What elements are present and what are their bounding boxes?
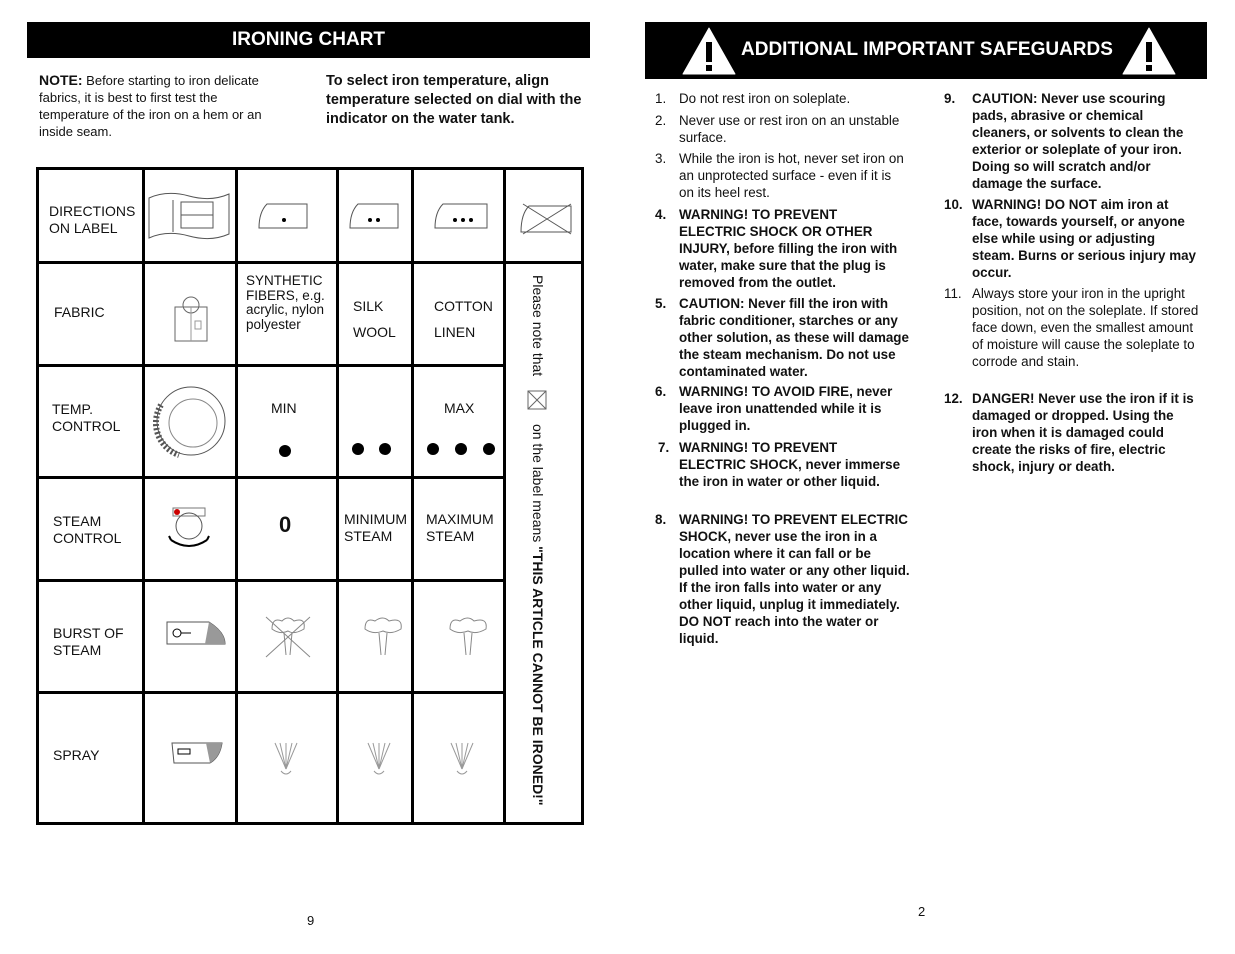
safeguard-item: 9. CAUTION: Never use scouring pads, abrasive or chemical cleaners, or solvents to clean the exterior or soleplate of your iron. Doing so will scratch and/or damage the surface. <box>944 91 1184 191</box>
note-text: Before starting to iron delicate fabrics, it is best to first test the temperature of the iron on a hem or an inside seam. <box>39 73 262 139</box>
safeguard-item: 6. WARNING! TO AVOID FIRE, never leave iron unattended while it is plugged in. <box>655 384 893 433</box>
row-divider <box>39 579 506 582</box>
iron-one-dot-icon <box>257 202 309 230</box>
row-divider <box>39 261 581 264</box>
row-label-fabric: FABRIC <box>54 304 105 320</box>
safeguard-item: 3. While the iron is hot, never set iron on an unprotected surface - even if it is on its heel rest. <box>655 151 904 200</box>
temp-dot <box>427 443 439 455</box>
care-label-icon <box>147 188 231 244</box>
note-label: NOTE: <box>39 72 83 88</box>
temp-dot <box>483 443 495 455</box>
safeguard-item: 10. WARNING! DO NOT aim iron at face, towards yourself, or anyone else while using or adjusting steam. Burns or serious injury may occur. <box>944 197 1196 280</box>
safeguard-item: 2. Never use or rest iron on an unstable surface. <box>655 113 900 145</box>
spray-mist-icon <box>273 741 299 777</box>
row-divider <box>39 476 506 479</box>
temp-max-label: MAX <box>444 400 475 416</box>
fabric-synthetic: SYNTHETIC FIBERS, e.g. acrylic, nylon polyester <box>246 273 325 332</box>
ironing-chart-table <box>36 167 584 825</box>
temp-dot <box>352 443 364 455</box>
spray-mist-icon <box>366 741 392 777</box>
safeguard-item: 8. WARNING! TO PREVENT ELECTRIC SHOCK, never use the iron in a location where it can fall or be pulled into water or any other liquid. If the iron falls into water or any other liquid, unplug it immediately. DO NOT reach into the water or liquid. <box>655 512 910 646</box>
warning-icon <box>1121 26 1177 76</box>
safeguard-item: 5. CAUTION: Never fill the iron with fabric conditioner, starches or any other solution, as these will damage the steam mechanism. Do not use contaminated water. <box>655 296 909 379</box>
col-divider <box>503 170 506 822</box>
vertical-note-bold: "THIS ARTICLE CANNOT BE IRONED!" <box>530 546 546 806</box>
vertical-note-mid: on the label means <box>530 420 546 547</box>
col-divider <box>411 170 414 822</box>
temp-dot <box>279 445 291 457</box>
row-label-temp: TEMP. CONTROL <box>52 401 121 434</box>
burst-button-icon <box>165 618 227 648</box>
warning-icon <box>681 26 737 76</box>
note-paragraph <box>39 72 289 140</box>
ironing-chart-header: IRONING CHART <box>27 22 590 58</box>
col-divider <box>336 170 339 822</box>
fabric-wool: WOOL <box>353 324 396 340</box>
do-not-iron-icon <box>519 202 573 236</box>
row-label-spray: SPRAY <box>53 747 100 763</box>
temp-dot <box>379 443 391 455</box>
fabric-silk: SILK <box>353 298 384 314</box>
page-number-right: 2 <box>918 904 926 919</box>
col-divider <box>142 170 145 822</box>
safeguard-item: 11. Always store your iron in the upright position, not on the soleplate. If stored face down, even the smallest amount of moisture will cause the soleplate to corrode and stain. <box>944 286 1199 369</box>
no-steam-burst-icon <box>264 615 312 659</box>
safeguard-item: 1. Do not rest iron on soleplate. <box>655 91 851 106</box>
steam-zero: 0 <box>279 512 292 537</box>
fabric-cotton: COTTON <box>434 298 493 314</box>
steam-burst-icon <box>446 615 492 659</box>
safeguard-item: 7. WARNING! TO PREVENT ELECTRIC SHOCK, never immerse the iron in water or other liquid. <box>658 440 901 489</box>
steam-max: MAXIMUM STEAM <box>426 511 494 544</box>
spray-mist-icon <box>449 741 475 777</box>
vertical-note-pre: Please note that <box>530 275 546 377</box>
steam-burst-icon <box>361 615 407 659</box>
temperature-dial-icon <box>153 383 227 459</box>
iron-three-dots-icon <box>433 202 489 230</box>
shirt-icon <box>173 295 209 343</box>
steam-min: MINIMUM STEAM <box>344 511 407 544</box>
do-not-iron-small-icon-slot <box>526 380 548 420</box>
row-label-directions: DIRECTIONS ON LABEL <box>49 203 136 236</box>
row-label-burst: BURST OF STEAM <box>53 625 124 658</box>
row-label-steam: STEAM CONTROL <box>53 513 122 546</box>
spray-button-icon <box>170 741 224 765</box>
fabric-linen: LINEN <box>434 324 476 340</box>
row-divider <box>39 364 506 367</box>
safeguard-item: 12. DANGER! Never use the iron if it is damaged or dropped. Using the iron when it is damaged could create the risks of fire, electric shock, injury or death. <box>944 391 1194 474</box>
col-divider <box>235 170 238 822</box>
safeguards-title: ADDITIONAL IMPORTANT SAFEGUARDS <box>741 39 1113 60</box>
steam-dial-icon <box>167 506 213 552</box>
vertical-note <box>524 275 548 815</box>
iron-two-dots-icon <box>348 202 400 230</box>
temp-min-label: MIN <box>271 400 297 416</box>
safeguards-header <box>645 22 1207 79</box>
safeguard-item: 4. WARNING! TO PREVENT ELECTRIC SHOCK OR OTHER INJURY, before filling the iron with water, make sure that the plug is removed from the outlet. <box>655 207 898 290</box>
page-number-left: 9 <box>307 913 315 928</box>
do-not-iron-small-icon <box>525 389 549 411</box>
temperature-instruction: To select iron temperature, align temperature selected on dial with the indicator on the water tank. <box>326 73 582 127</box>
row-divider <box>39 691 506 694</box>
temp-dot <box>455 443 467 455</box>
